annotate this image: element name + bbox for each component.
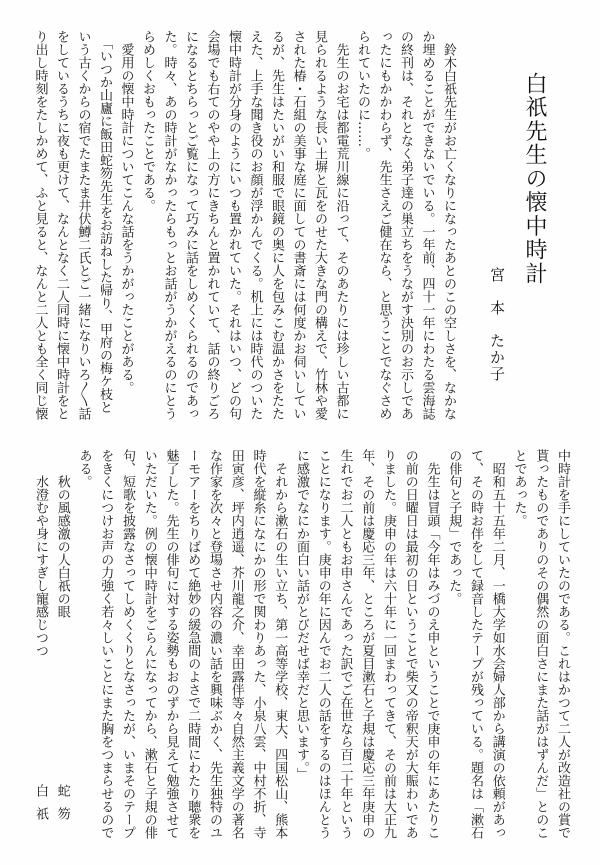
text-column: な作家を次々と登場させ内容の濃い話を興味ぶかく、先生独特のユ — [207, 449, 222, 839]
text-column: された椿・石組の美事な庭に面しての書斎には何度かお伺いしてい — [290, 30, 306, 420]
haiku-text: 秋の風感激の人白祇の眼 — [54, 475, 70, 618]
text-column: り出し時刻をたしかめて、ふと見ると、なんと二人とも全く同じ懐 — [32, 30, 48, 420]
text-column: 愛用の懐中時計についてこんな話をうかがったことがある。 — [118, 30, 134, 394]
text-column: 田寅彦、坪内逍遥、芥川龍之介、幸田露伴等々自然主義文学の著名 — [228, 449, 244, 839]
text-column: 先生は冒頭「今年はみづのえ申ということで庚申の年にあたりこ — [424, 449, 440, 839]
text-column: とであった。 — [511, 449, 527, 527]
text-column: 句、短歌を披露なさってしめくくりとなさったが、いまそのテープ — [120, 449, 135, 839]
text-column: いう古くからの宿でたまたま井伏鱒二氏とご一緒になりいろ〱話 — [75, 30, 91, 420]
text-column: らめしくおもったことである。 — [140, 30, 155, 212]
text-column: 時代を縦糸になにかの形で関わりあった、小泉八雲、中村不折、寺 — [250, 449, 266, 839]
text-column: ある。 — [76, 449, 92, 488]
text-column: 年、その前は慶応三年、ところが夏目漱石と子規は慶応三年庚申の — [359, 449, 375, 839]
text-column: いただいた。例の懐中時計をごらんになってから、漱石と子規の俳 — [141, 449, 157, 839]
text-column: 貰ったものでありのその偶然の面白さにまた話がはずんだ」とのこ — [533, 449, 549, 839]
text-column: の前の日曜日は最初の日ということで柴又の帝釈天が大賑わいであ — [402, 449, 418, 839]
text-column: りました。庚申の年は六十年に一回まわってきて、その前は大正九 — [381, 449, 396, 839]
text-column: ことになります。庚申の年に因んでお二人の話をするのはほんとう — [315, 449, 331, 839]
text-column: の俳句と子規」であった。 — [446, 449, 462, 605]
text-column: をきくにつけお声の力強く若々しいことにまた胸をつまらせるので — [98, 449, 114, 839]
text-column: 懐中時計が分身のようにいつも置かれていた。それはいつ、どの句 — [226, 30, 241, 420]
text-column: 生れでお二人ともお申さんであった訳でご在世なら百二十年という — [337, 449, 353, 839]
text-column: ーモアーをちりばめて絶妙の緩急間のよさで二時間にわたり聴衆を — [185, 449, 201, 839]
text-column: の終刊は、それとなく弟子達の巣立ちをうながす決別のお示しであ — [398, 30, 413, 420]
text-column: に感激でなにか面白い話がとびだせば幸だと思います。」 — [294, 449, 309, 781]
text-column: 会場でも右てのやや上の方にきちんと置かれていて、話の終りごろ — [204, 30, 220, 420]
text-column: 先生のお宅は都電荒川線に沿って、そのあたりには珍しい古都に — [333, 30, 349, 420]
haiku-author: 蛇笏 — [54, 784, 70, 830]
haiku-column — [51, 449, 73, 839]
article-author: 宮 本 たか子 — [488, 267, 506, 383]
lower-text-block — [29, 449, 573, 839]
text-column: になるとちらっとご覧になって巧みに話をしめくくられるのであっ — [183, 30, 198, 420]
text-column: て、その時お伴をして録音したテープが残っている。題名は「漱石 — [468, 449, 483, 839]
text-column: をしているうちに夜も更けて、なんとなく二人同時に懐中時計をと — [54, 30, 69, 420]
text-column: それから漱石の生い立ち、第一高等学校、東大、四国松山、熊本 — [272, 449, 288, 839]
text-column: 鈴木白祇先生がお亡くなりになったあとのこの空しさを、なかな — [441, 30, 456, 420]
text-column: ったにもかかわらず、先生さえご健在なら、と思うことでなぐさめ — [376, 30, 392, 420]
text-column: るが、先生はたいがい和服で眼鏡の奥に人を包みこむ温かさをたた — [269, 30, 284, 420]
text-column: か埋めることができないでいる。一年前、四十一年にわたる雲海誌 — [419, 30, 435, 420]
text-column: えた、上手な聞き役のお顔が浮かんでくる。机上には時代のついた — [247, 30, 263, 420]
text-column: た。時々、あの時計がなかったらもっとお話がうかがえるのにとう — [161, 30, 177, 420]
article-title: 白祇先生の懐中時計 — [522, 72, 547, 286]
haiku-text: 水澄むや身にすぎし寵感じつつ — [33, 475, 48, 657]
text-column: 中時計を手にしていたのである。これはかつて二人が改造社の賞で — [555, 449, 570, 839]
text-column: 魅了した。先生の俳句に対する姿勢もおのずから見えて勉強させて — [163, 449, 179, 839]
haiku-column — [29, 449, 51, 839]
upper-text-block — [29, 30, 459, 420]
text-column: 「いつか山廬に飯田蛇笏先生をお訪ねした帰り、甲府の梅ケ枝と — [97, 30, 112, 414]
haiku-author: 白祇 — [33, 784, 48, 830]
text-column: 見られるような長い土塀と瓦をのせた大きな門の構えで、竹林や愛 — [312, 30, 327, 420]
text-column: 昭和五十五年二月、一橋大学如水会婦人部から講演の依頼があっ — [489, 449, 505, 839]
text-column: られていたのに……。 — [355, 30, 370, 160]
